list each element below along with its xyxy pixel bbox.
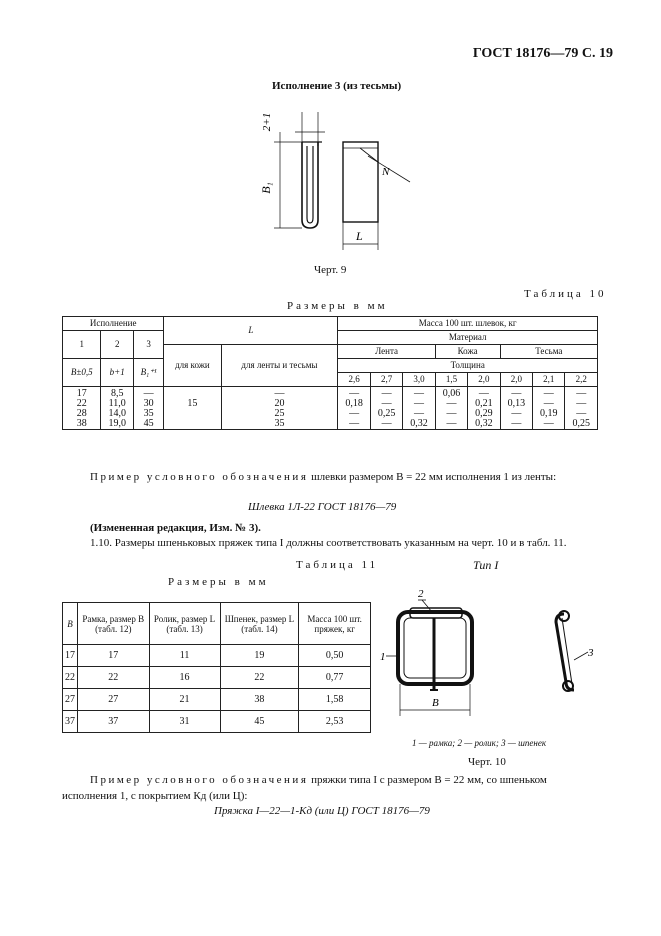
cell: 0,29: [468, 409, 500, 419]
cell: 38: [220, 689, 299, 711]
cell: 0,32: [468, 419, 500, 430]
cell: —: [338, 409, 370, 419]
th-thickness: 2,0: [468, 373, 500, 387]
th-for-leather: для кожи: [164, 345, 221, 387]
cell: 8,5: [101, 387, 133, 400]
cell: 35: [133, 409, 163, 419]
cell: 0,25: [370, 409, 402, 419]
cell: —: [133, 387, 163, 400]
th-l: L: [164, 317, 338, 345]
cell: [164, 409, 221, 419]
fig9-dim-n: N: [382, 166, 390, 178]
example-1: [62, 469, 600, 485]
cell: 16: [149, 667, 220, 689]
example-1-designation: Шлевка 1Л-22 ГОСТ 18176—79: [248, 501, 397, 513]
th-for-tape: для ленты и тесьмы: [221, 345, 338, 387]
cell: —: [500, 419, 532, 430]
cell: 0,77: [299, 667, 371, 689]
cell: —: [403, 409, 435, 419]
fig10-num-1: 1: [380, 651, 386, 663]
cell: —: [338, 387, 370, 400]
table-10: [62, 316, 598, 430]
th-thickness: 1,5: [435, 373, 467, 387]
table-row: [63, 645, 371, 667]
page-header: ГОСТ 18176—79 С. 19: [472, 46, 613, 61]
cell: 17: [63, 387, 101, 400]
cell: 11,0: [101, 399, 133, 409]
cell: —: [533, 387, 565, 400]
example-2-designation: Пряжка I—22—1-Кд (или Ц) ГОСТ 18176—79: [214, 805, 430, 817]
table-row: [63, 419, 598, 430]
cell: 27: [63, 689, 78, 711]
fig9-dim-l: L: [356, 229, 363, 243]
cell: 38: [63, 419, 101, 430]
table-row: [63, 667, 371, 689]
th-sub2: b+1: [101, 359, 133, 387]
cell: —: [403, 387, 435, 400]
cell: 1,58: [299, 689, 371, 711]
figure-9-drawing: [250, 92, 420, 262]
cell: 11: [149, 645, 220, 667]
th-rolik: Ролик, размер L (табл. 13): [149, 603, 220, 645]
paragraph-1-10: 1.10. Размеры шпеньковых пряжек типа I должны соответствовать указанным на черт. 10 и в табл. 11.: [90, 537, 567, 549]
th-thickness: 2,2: [565, 373, 598, 387]
cell: 19,0: [101, 419, 133, 430]
table-row: [63, 711, 371, 733]
cell: —: [221, 387, 338, 400]
cell: —: [435, 399, 467, 409]
cell: 31: [149, 711, 220, 733]
cell: 22: [63, 667, 78, 689]
th-ramka: Рамка, размер B (табл. 12): [78, 603, 150, 645]
cell: 20: [221, 399, 338, 409]
figure-9-title: Исполнение 3 (из тесьмы): [272, 80, 402, 92]
cell: 0,19: [533, 409, 565, 419]
table-11-units: Размеры в мм: [168, 576, 269, 588]
th-b: B: [63, 603, 78, 645]
cell: —: [500, 409, 532, 419]
cell: 17: [78, 645, 150, 667]
cell: —: [533, 399, 565, 409]
th-col1: 1: [63, 331, 101, 359]
cell: 0,32: [403, 419, 435, 430]
cell: 15: [164, 399, 221, 409]
example-2: [62, 772, 600, 804]
th-ispolnenie: Исполнение: [63, 317, 164, 331]
th-thickness: 2,7: [370, 373, 402, 387]
cell: —: [370, 419, 402, 430]
th-sub1: B±0,5: [63, 359, 101, 387]
th-thickness: 2,1: [533, 373, 565, 387]
cell: 37: [78, 711, 150, 733]
fig10-num-2: 2: [418, 588, 424, 600]
cell: 0,50: [299, 645, 371, 667]
example-2-text: пряжки типа I с размером B = 22 мм, со шпеньком исполнения 1, с покрытием Кд (или Ц):: [62, 774, 547, 802]
cell: —: [403, 399, 435, 409]
table-10-units: Размеры в мм: [287, 300, 388, 312]
cell: 0,18: [338, 399, 370, 409]
example-2-lead: Пример условного обозначения: [90, 774, 309, 786]
cell: —: [468, 387, 500, 400]
example-1-lead: Пример условного обозначения: [90, 471, 309, 483]
cell: —: [565, 409, 598, 419]
th-thickness: 2,6: [338, 373, 370, 387]
figure-10-legend: 1 — рамка; 2 — ролик; 3 — шпенек: [412, 738, 547, 748]
th-col2: 2: [101, 331, 133, 359]
cell: 19: [220, 645, 299, 667]
type-label: Тип I: [473, 558, 499, 572]
th-sub3: B₁⁺¹: [133, 359, 163, 387]
cell: —: [565, 399, 598, 409]
cell: —: [565, 387, 598, 400]
fig9-dim-b1: B₁: [259, 182, 273, 194]
th-shpenek: Шпенек, размер L (табл. 14): [220, 603, 299, 645]
th-massa: Масса 100 шт. пряжек, кг: [299, 603, 371, 645]
table-row: [63, 689, 371, 711]
fig10-dim-b: B: [432, 697, 439, 709]
figure-10-caption: Черт. 10: [468, 756, 506, 768]
cell: 35: [221, 419, 338, 430]
fig9-dim-top: 2+1: [261, 112, 273, 132]
th-thickness: 3,0: [403, 373, 435, 387]
cell: 21: [149, 689, 220, 711]
fig10-num-3: 3: [588, 647, 594, 659]
cell: —: [435, 419, 467, 430]
cell: —: [435, 409, 467, 419]
cell: 45: [133, 419, 163, 430]
table-11-label: Таблица 11: [296, 559, 379, 571]
th-thickness: 2,0: [500, 373, 532, 387]
th-material: Материал: [338, 331, 598, 345]
cell: —: [370, 387, 402, 400]
example-1-text: шлевки размером B = 22 мм исполнения 1 из ленты:: [308, 471, 557, 483]
cell: 14,0: [101, 409, 133, 419]
cell: 0,13: [500, 399, 532, 409]
cell: 25: [221, 409, 338, 419]
cell: 30: [133, 399, 163, 409]
th-massa: Масса 100 шт. шлевок, кг: [338, 317, 598, 331]
cell: —: [370, 399, 402, 409]
cell: 0,21: [468, 399, 500, 409]
th-lenta: Лента: [338, 345, 435, 359]
cell: 2,53: [299, 711, 371, 733]
table-11: [62, 602, 371, 733]
figure-9-caption: Черт. 9: [314, 264, 347, 276]
cell: 27: [78, 689, 150, 711]
cell: —: [338, 419, 370, 430]
cell: 28: [63, 409, 101, 419]
th-tolshina: Толщина: [338, 359, 598, 373]
table-10-label: Таблица 10: [524, 288, 607, 300]
amendment-note: (Измененная редакция, Изм. № 3).: [90, 522, 261, 534]
cell: 17: [63, 645, 78, 667]
cell: 0,25: [565, 419, 598, 430]
cell: —: [533, 419, 565, 430]
cell: 45: [220, 711, 299, 733]
cell: 22: [63, 399, 101, 409]
cell: 22: [78, 667, 150, 689]
cell: —: [500, 387, 532, 400]
cell: 0,06: [435, 387, 467, 400]
th-tesma: Тесьма: [500, 345, 597, 359]
figure-10-drawing: [378, 582, 608, 742]
cell: 37: [63, 711, 78, 733]
th-kozha: Кожа: [435, 345, 500, 359]
th-col3: 3: [133, 331, 163, 359]
cell: [164, 419, 221, 430]
cell: 22: [220, 667, 299, 689]
